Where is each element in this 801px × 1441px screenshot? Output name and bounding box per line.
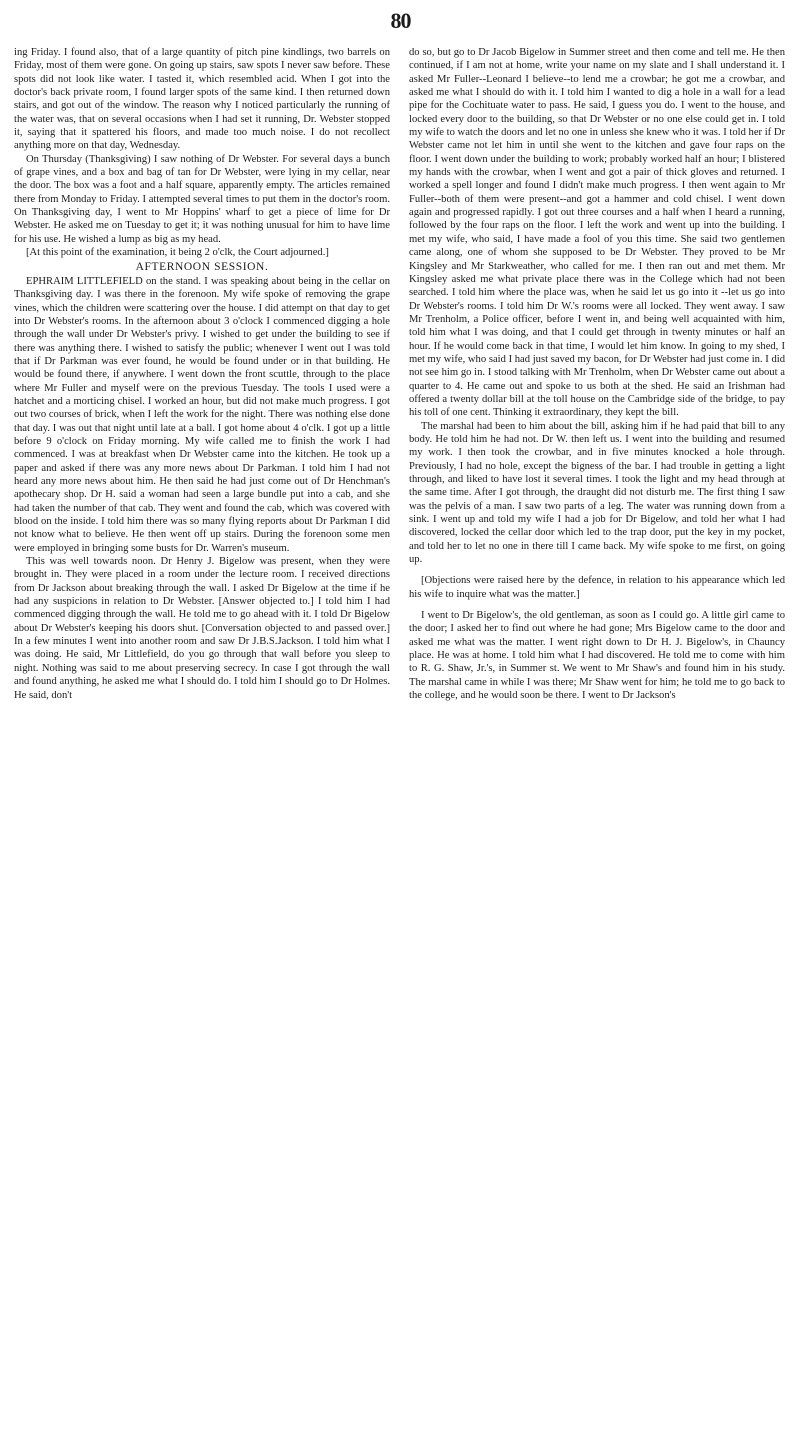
- section-heading: AFTERNOON SESSION.: [135, 260, 269, 273]
- paragraph: I went to Dr Bigelow's, the old gentleman, as soon as I could go. A little girl came to the door; I asked her to find out where he had gone; Mrs Bigelow came to the door and asked me what was the matter. I went right down to Dr H. J. Bigelow's, in Chauncy place. He was at home. I told him what I had discovered. He told me to come with him to R. G. Shaw, Jr.'s, in Summer st. We went to Mr Shaw's and found him in his study. The marshal came in while I was there; Mr Shaw went for him; he told me to go back to the college, and he would soon be there. I went to Dr Jackson's: [409, 610, 785, 702]
- right-column: [409, 46, 785, 1436]
- paragraph: do so, but go to Dr Jacob Bigelow in Summer street and then come and tell me. He then continued, if I am not at home, write your name on my slate and I shall understand it. I asked Mr Fuller--Leonard I believe--to lend me a crowbar; he got me a crowbar, and asked me what I should do with it. I told him I wanted to dig a hole in a wall for a lead pipe for the Cochituate water to pass. He said, I guess you do. I went to the house, and locked every door to the building, so that Dr Webster or no one else could get in. I told my wife to watch the doors and let no one in unless she knew who it was. I told her if Dr Webster came not let him in until she went to the kitchen and gave four raps on the floor. I went down under the building to work; probably worked half an hour; I blistered my hands with the crowbar, when I went and got a pair of thick gloves and returned. I worked a spell longer and found I didn't make much progress. I then went again to Mr Fuller--both of them were present--and got a hammer and cold chisel. I went down again and progressed rapidly. I got out three courses and a half when I heard a running, followed by the four raps on the floor. I left the work and went up into the building. I met my wife, who said, I have made a fool of you this time. She said two gentlemen came along, one of whom she supposed to be Dr Webster. They proved to be Mr Kingsley and Mr Starkweather, who called for me. I then ran out and met them. Mr Kingsley asked me what private place there was in the College which had not been searched. I told him where the place was, when he said let us go into it --let us go into Dr Webster's rooms. I told him Dr W.'s rooms were all locked. They went away. I saw Mr Trenholm, a Police officer, before I went in, and being well acquainted with him, told him what I was doing, and that I could get through in twenty minutes or half an hour. If he would come back in that time, I would let him know. In going to my shed, I met my wife, who said I had just saved my bacon, for Dr Webster had just come in. I did not see him go in. I stood talking with Mr Trenholm, when Dr Webster came out about a quarter to 4. He came out and spoke to us both at the shed. He said an Irishman had offered a twenty dollar bill at the toll house on the Cambridge side of the bridge, to pay his toll of one cent. Thinking it extraordinary, they kept the bill.: [409, 47, 785, 419]
- paragraph: EPHRAIM LITTLEFIELD on the stand. I was speaking about being in the cellar on Thanksgiving day. I was there in the forenoon. My wife spoke of removing the grape vines, which the children were scattering over the house. I did attempt on that day to get into Dr Webster's rooms. In the afternoon about 3 o'clock I commenced digging a hole through the wall under Dr Webster's privy. I wished to get under the building to see if there was anything there. I wished to satisfy the public; whenever I went out I was told that if Dr Parkman was ever found, he would be found under or in that building. He would be found there, if anywhere. I went down the front scuttle, through to the place where Mr Fuller and myself were on the previous Tuesday. The tools I used were a hatchet and a morticing chisel. I worked an hour, but did not make much progress. I got out two courses of brick, when I left the work for the night. There was nothing else done that day. I was out that night until late at a ball. I got home about 4 o'clk. I got up a little before 9 o'clock on Friday morning. My wife called me to finish the work I had commenced. I was at breakfast when Dr Webster came into the kitchen. He took up a paper and asked if there was any more news about Dr Parkman. I told him I had not heard any more news about him. He then said he had just come out of Dr Henchman's apothecary shop. Dr H. said a woman had seen a large bundle put into a cab, and she had taken the number of that cab. They went and found the cab, which was covered with blood on the inside. I told him there was so many flying reports about Dr Parkman I did not know what to believe. He then went off up stairs. During the forenoon some men were employed in bringing some busts for Dr. Warren's museum.: [14, 275, 390, 554]
- paragraph: On Thursday (Thanksgiving) I saw nothing of Dr Webster. For several days a bunch of grape vines, and a box and bag of tan for Dr Webster, were lying in my cellar, near the door. The box was a foot and a half square, apparently empty. The articles remained there from Monday to Friday. I attempted several times to put them in the doctor's room. On Thanksgiving day, I went to Mr Hoppins' wharf to get a piece of lime for Dr Webster. He asked me on Tuesday to get it; it was nothing unusual for him to have lime for his use. He wished a lump as big as my head.: [14, 153, 390, 245]
- paragraph: [At this point of the examination, it being 2 o'clk, the Court adjourned.]: [26, 247, 329, 259]
- paragraph: [Objections were raised here by the defence, in relation to his appearance which led his wife to inquire what was the matter.]: [409, 575, 785, 600]
- paragraph: The marshal had been to him about the bill, asking him if he had paid that bill to any body. He told him he had not. Dr W. then left us. I went into the building and resumed my work. I then took the crowbar, and in five minutes knocked a hole through. Previously, I had no hole, except the bigness of the bar. I had trouble in getting a light through, and liked to have lost it several times. I took the light and my head through at the same time. After I got through, the draught did not disturb me. The first thing I saw was the pelvis of a man. I saw two parts of a leg. The water was running down from a sink. I went up and told my wife I had a job for Dr Bigelow, and told her what I had discovered, locked the cellar door which led to the trap door, put the key in my pocket, and told her to let no one in there till I came back. My wife spoke to me first, on going up.: [409, 420, 785, 566]
- text-columns: [14, 46, 785, 1436]
- paragraph: This was well towards noon. Dr Henry J. Bigelow was present, when they were brought in. They were placed in a room under the lecture room. I received directions from Dr Jackson about breaking through the wall. I asked Dr Bigelow at the time if he had any suspicions in relation to Dr Webster. [Answer objected to.] I told him I had commenced digging through the wall. He told me to go ahead with it. I told Dr Bigelow about Dr Webster's keeping his doors shut. [Conversation objected to and passed over.] In a few minutes I went into another room and saw Dr J.B.S.Jackson. I told him what I was doing. He said, Mr Littlefield, do you go through that wall before you sleep to night. Nothing was said to me about preserving secrecy. In case I got through the wall and found anything, he asked me what I should do. I told him I should go to Dr Holmes. He said, don't: [14, 556, 390, 701]
- page-number: 80: [390, 8, 411, 33]
- left-column: [14, 46, 390, 1436]
- paragraph: ing Friday. I found also, that of a large quantity of pitch pine kindlings, two barrels on Friday, most of them were gone. On going up stairs, saw spots I never saw before. These spots did not look like water. I tasted it, which resembled acid. When I got into the doctor's back private room, I found larger spots of the same kind. I then returned down stairs, and got out of the window. The reason why I noticed particularly the running of the water was, that on several occasions when I had set it running, Dr. Webster stopped it, saying that it spattered his floors, and made too much noise. I do not recollect anything more on that day, Wednesday.: [14, 47, 390, 152]
